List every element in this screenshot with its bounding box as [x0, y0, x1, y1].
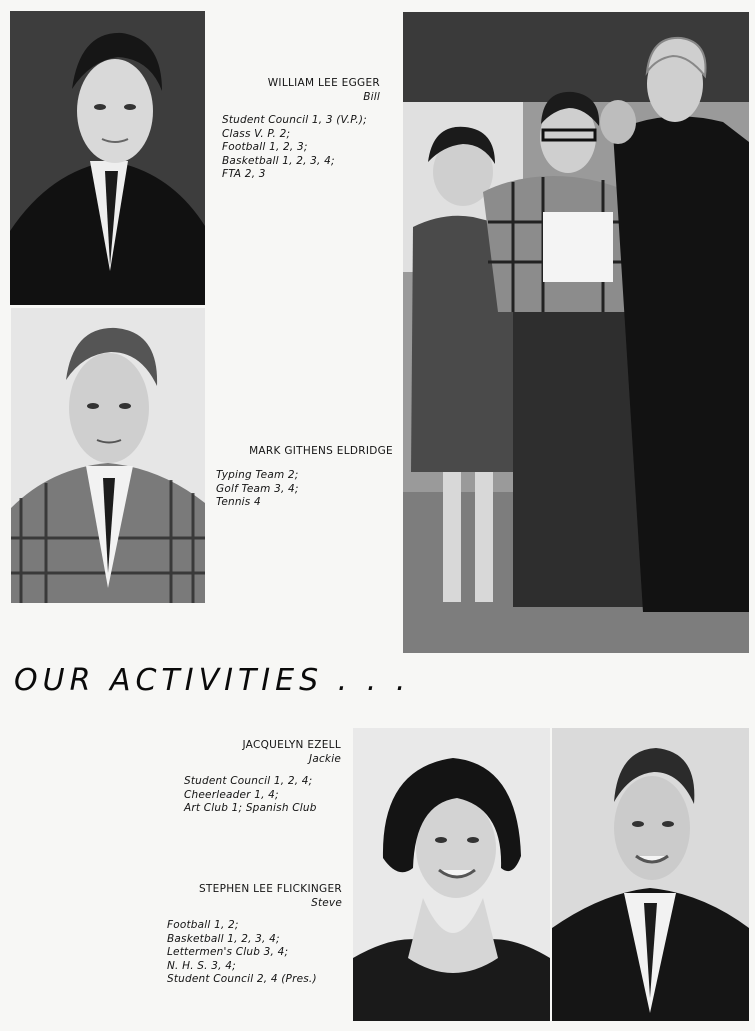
activity-line: Tennis 4	[216, 496, 261, 508]
activities-william-egger	[222, 114, 397, 182]
activity-line: Basketball 1, 2, 3, 4;	[222, 154, 335, 167]
activity-line: N. H. S. 3, 4;	[167, 959, 236, 972]
activity-line: Class V. P. 2;	[222, 127, 291, 140]
portrait-stephen-flickinger	[552, 728, 749, 1021]
activity-line: Football 1, 2, 3;	[222, 141, 308, 153]
portrait-jacquelyn-ezell	[353, 728, 550, 1021]
candid-group-photo	[403, 12, 749, 653]
student-name: STEPHEN LEE FLICKINGER	[198, 883, 342, 895]
activities-stephen-flickinger	[167, 919, 347, 987]
caption-jacquelyn-ezell	[170, 739, 341, 772]
student-nickname: Bill	[363, 90, 380, 103]
activity-line: Cheerleader 1, 4;	[184, 788, 279, 801]
student-name: WILLIAM LEE EGGER	[267, 77, 380, 89]
portrait-william-egger	[10, 11, 205, 305]
activity-line: Lettermen's Club 3, 4;	[167, 946, 289, 958]
activity-line: Art Club 1; Spanish Club	[184, 802, 317, 814]
activity-line: Student Council 2, 4 (Pres.)	[167, 973, 317, 985]
activity-line: FTA 2, 3	[222, 168, 266, 180]
student-nickname: Steve	[311, 896, 342, 909]
caption-mark-eldridge	[205, 445, 393, 459]
activity-line: Golf Team 3, 4;	[216, 482, 299, 495]
activity-line: Student Council 1, 2, 4;	[184, 775, 313, 787]
activity-line: Typing Team 2;	[216, 469, 299, 481]
activities-mark-eldridge	[216, 469, 386, 510]
caption-william-egger	[214, 77, 380, 110]
activities-jacquelyn-ezell	[184, 775, 350, 816]
activity-line: Student Council 1, 3 (V.P.);	[222, 114, 367, 126]
activity-line: Football 1, 2;	[167, 919, 239, 931]
student-name: MARK GITHENS ELDRIDGE	[249, 445, 393, 457]
activity-line: Basketball 1, 2, 3, 4;	[167, 932, 280, 945]
section-title: OUR ACTIVITIES . . .	[14, 663, 411, 698]
student-nickname: Jackie	[309, 752, 341, 765]
portrait-mark-eldridge	[11, 308, 205, 603]
caption-stephen-flickinger	[160, 883, 342, 916]
student-name: JACQUELYN EZELL	[242, 739, 341, 751]
